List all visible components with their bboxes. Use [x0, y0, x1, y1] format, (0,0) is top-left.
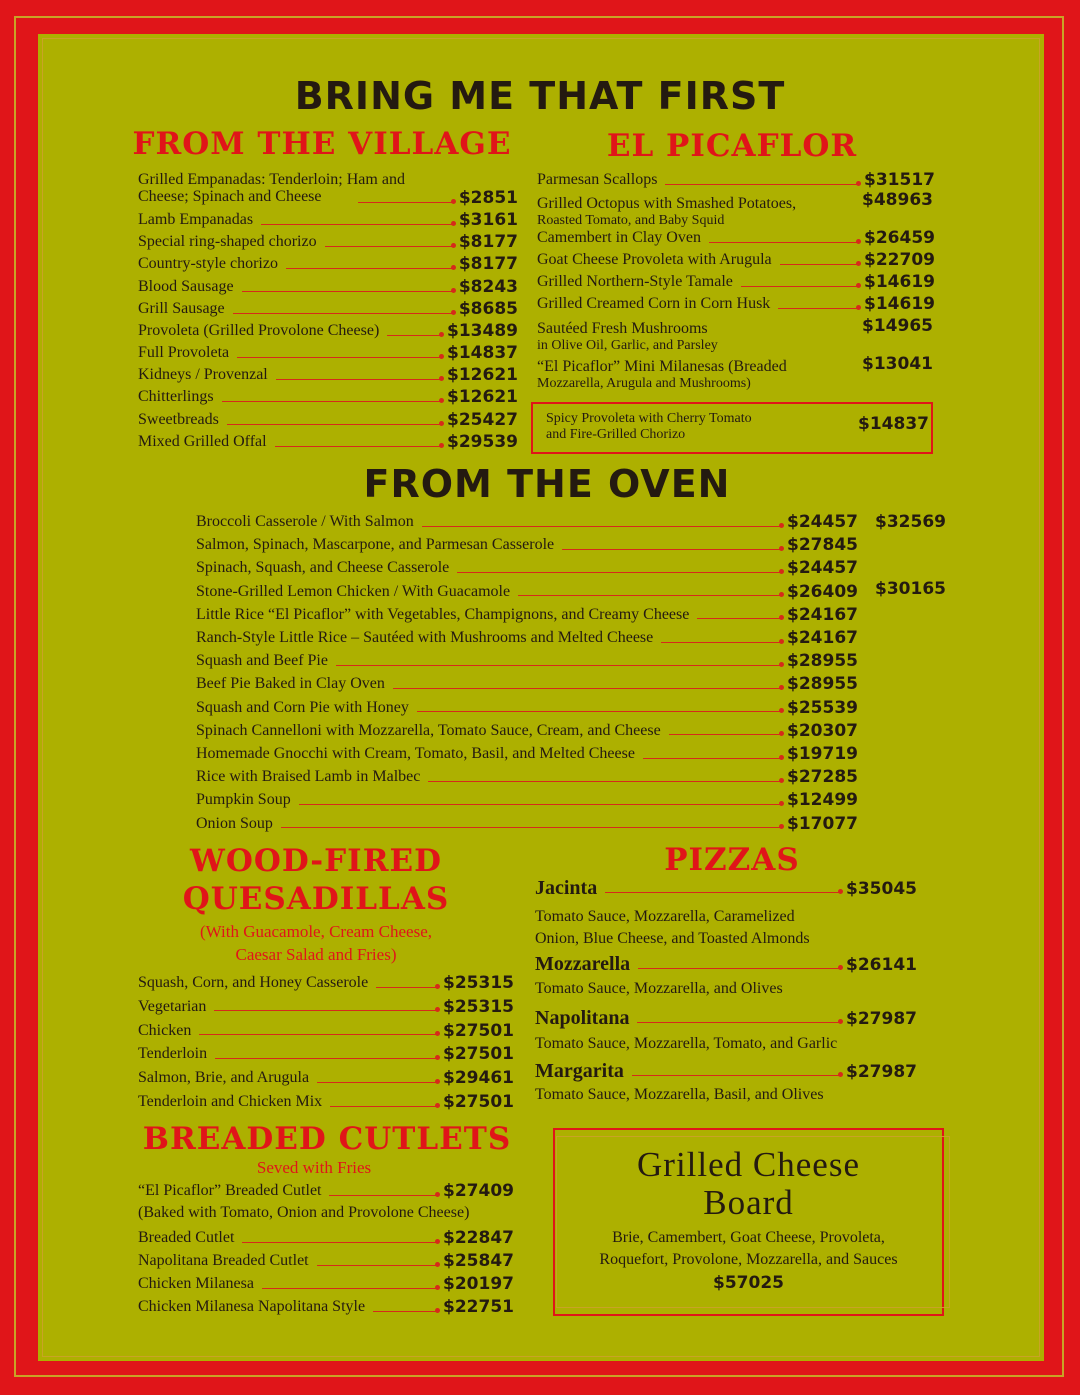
- cutlet-item-1-price: $22847: [443, 1228, 514, 1248]
- quesadilla-item-5-name: Tenderloin and Chicken Mix: [138, 1093, 323, 1110]
- oven-item-11-name: Rice with Braised Lamb in Malbec: [196, 768, 421, 786]
- cutlet-item-3-price: $20197: [443, 1274, 514, 1294]
- quesadilla-item-0-name: Squash, Corn, and Honey Casserole: [138, 974, 369, 991]
- village-item-7-name: Full Provoleta: [138, 344, 230, 361]
- cheese-board-description: Brie, Camembert, Goat Cheese, Provoleta, Roquefort, Provolone, Mozzarella, and Sauces: [599, 1229, 898, 1268]
- quesadilla-item-4-name: Salmon, Brie, and Arugula: [138, 1069, 310, 1087]
- village-item-6: [138, 321, 518, 341]
- leader-line: [242, 1242, 437, 1243]
- cutlet-item-2-name: Napolitana Breaded Cutlet: [138, 1252, 309, 1269]
- village-title: FROM THE VILLAGE: [132, 126, 512, 162]
- leader-line: [317, 1082, 437, 1083]
- oven-item-12-price: $12499: [787, 790, 858, 811]
- village-item-7: [138, 343, 518, 363]
- leader-line: [697, 618, 781, 619]
- picaflor-item-8-name: Spicy Provoleta with Cherry Tomato and Fire-Grilled Chorizo: [546, 411, 752, 442]
- leader-line: [330, 1106, 437, 1107]
- quesadilla-item-4: [138, 1068, 514, 1088]
- leader-line: [281, 827, 781, 828]
- leader-line: [237, 357, 441, 358]
- leader-line: [222, 401, 441, 402]
- village-item-11: [138, 432, 518, 452]
- quesadilla-item-0-price: $25315: [443, 973, 514, 993]
- oven-item-5: [196, 628, 858, 648]
- cutlet-item-0: “El Picaflor” Breaded Cutlet $27409: [138, 1181, 514, 1201]
- village-item-8: [138, 365, 518, 385]
- cutlet-item-4-name: Chicken Milanesa Napolitana Style: [138, 1298, 366, 1315]
- leader-line: [262, 1288, 437, 1289]
- village-item-10-name: Sweetbreads: [138, 411, 219, 428]
- village-item-4-price: $8243: [458, 277, 518, 297]
- cutlet-item-2: [138, 1251, 514, 1271]
- quesadillas-title-line1: WOOD-FIRED: [190, 843, 442, 879]
- picaflor-item-0: Parmesan Scallops $31517: [537, 170, 935, 190]
- village-item-2-name: Special ring-shaped chorizo: [138, 233, 317, 250]
- picaflor-item-4: Grilled Northern-Style Tamale $14619: [537, 272, 935, 292]
- village-item-3-price: $8177: [458, 254, 518, 274]
- oven-item-2: [196, 558, 858, 578]
- quesadilla-item-4-price: $29461: [443, 1068, 514, 1089]
- oven-item-11-price: $27285: [787, 767, 858, 788]
- oven-item-12: [196, 790, 858, 810]
- oven-item-10-price: $19719: [787, 744, 858, 764]
- quesadilla-item-2-price: $27501: [443, 1020, 514, 1041]
- village-item-8-name: Kidneys / Provenzal: [138, 366, 268, 383]
- cutlet-item-3-name: Chicken Milanesa: [138, 1275, 254, 1292]
- village-item-9-name: Chitterlings: [138, 388, 214, 405]
- oven-item-0-price: $24457: [787, 512, 858, 532]
- picaflor-item-7-price: $13041: [862, 354, 933, 374]
- village-item-5-price: $8685: [458, 299, 518, 319]
- oven-item-10: [196, 744, 858, 764]
- oven-item-2-name: Spinach, Squash, and Cheese Casserole: [196, 559, 450, 577]
- cheese-board-title: Grilled Cheese Board: [637, 1145, 860, 1222]
- picaflor-item-7-name: “El Picaflor” Mini Milanesas (Breaded Mozzarella, Arugula and Mushrooms): [537, 358, 787, 391]
- cutlet-item-1-name: Breaded Cutlet: [138, 1229, 235, 1246]
- oven-item-1-name: Salmon, Spinach, Mascarpone, and Parmesan Casserole: [196, 536, 555, 554]
- oven-item-0: [196, 512, 858, 532]
- cutlet-item-4-price: $22751: [443, 1297, 514, 1317]
- leader-line: [518, 595, 781, 596]
- village-item-9: [138, 387, 518, 407]
- leader-line: [317, 1265, 437, 1266]
- leader-line: [199, 1034, 437, 1035]
- village-item-2-price: $8177: [458, 232, 518, 252]
- village-item-8-price: $12621: [447, 365, 518, 385]
- leader-line: [286, 268, 453, 269]
- oven-item-8-name: Squash and Corn Pie with Honey: [196, 698, 409, 716]
- leader-line: [276, 379, 441, 380]
- quesadillas-subtitle: (With Guacamole, Cream Cheese, Caesar Salad and Fries): [199, 922, 433, 964]
- leader-line: [215, 1058, 437, 1059]
- oven-item-0-name: Broccoli Casserole / With Salmon: [196, 513, 414, 530]
- oven-item-10-name: Homemade Gnocchi with Cream, Tomato, Basil, and Melted Cheese: [196, 745, 635, 762]
- quesadilla-item-1-price: $25315: [443, 996, 514, 1017]
- oven-item-5-name: Ranch-Style Little Rice – Sautéed with Mushrooms and Melted Cheese: [196, 629, 654, 646]
- pizza-item-0-desc: Tomato Sauce, Mozzarella, Caramelized Onion, Blue Cheese, and Toasted Almonds: [535, 908, 810, 947]
- cutlets-title: BREADED CUTLETS: [142, 1121, 512, 1157]
- oven-item-3: [196, 582, 858, 602]
- village-item-1-price: $3161: [458, 210, 518, 230]
- village-item-4: [138, 277, 518, 297]
- oven-item-9-name: Spinach Cannelloni with Mozzarella, Tomato Sauce, Cream, and Cheese: [196, 721, 661, 739]
- village-item-1: [138, 210, 518, 230]
- village-item-10-price: $25427: [447, 410, 518, 430]
- leader-line: [661, 642, 781, 643]
- leader-line: [422, 526, 781, 527]
- menu-title: BRING ME THAT FIRST: [294, 74, 786, 118]
- leader-line: [417, 711, 781, 712]
- cutlet-item-4: [138, 1297, 514, 1317]
- oven-item-5-price: $24167: [787, 628, 858, 648]
- quesadilla-item-2: [138, 1021, 514, 1041]
- cheese-board-price: $57025: [713, 1273, 784, 1293]
- quesadilla-item-3-price: $27501: [443, 1044, 514, 1065]
- oven-item-9-price: $20307: [787, 720, 858, 741]
- quesadilla-item-3: [138, 1044, 514, 1064]
- village-item-4-name: Blood Sausage: [138, 278, 234, 295]
- picaflor-item-3: Goat Cheese Provoleta with Arugula $22709: [537, 250, 935, 270]
- oven-item-8: [196, 698, 858, 718]
- oven-item-13-name: Onion Soup: [196, 814, 273, 832]
- oven-item-4: [196, 605, 858, 625]
- leader-line: [261, 224, 453, 225]
- oven-item-0-price2: $32569: [875, 512, 946, 532]
- quesadilla-item-5-price: $27501: [443, 1092, 514, 1112]
- leader-line: [325, 246, 453, 247]
- oven-item-3-price2: $30165: [875, 579, 946, 599]
- village-item-11-price: $29539: [447, 432, 518, 452]
- village-item-5: [138, 299, 518, 319]
- cutlet-item-1: [138, 1228, 514, 1248]
- oven-item-13: [196, 814, 858, 834]
- picaflor-item-1-name: Grilled Octopus with Smashed Potatoes, Roasted Tomato, and Baby Squid: [537, 195, 797, 228]
- cutlet-item-0-detail: (Baked with Tomato, Onion and Provolone Cheese): [138, 1204, 470, 1221]
- oven-item-6-price: $28955: [787, 651, 858, 672]
- picaflor-item-6-name: Sautéed Fresh Mushrooms in Olive Oil, Garlic, and Parsley: [537, 320, 718, 353]
- village-item-9-price: $12621: [447, 387, 518, 407]
- village-item-3: [138, 254, 518, 274]
- leader-line: [227, 424, 441, 425]
- picaflor-item-6-price: $14965: [862, 316, 933, 336]
- village-item-3-name: Country-style chorizo: [138, 255, 278, 272]
- oven-item-9: [196, 721, 858, 741]
- oven-item-11: [196, 767, 858, 787]
- oven-item-4-price: $24167: [787, 604, 858, 625]
- oven-item-6-name: Squash and Beef Pie: [196, 652, 328, 670]
- quesadilla-item-5: [138, 1092, 514, 1112]
- oven-item-2-price: $24457: [787, 558, 858, 579]
- leader-line: [387, 335, 441, 336]
- leader-line: [242, 291, 453, 292]
- leader-line: [299, 804, 781, 805]
- leader-line: [214, 1010, 437, 1011]
- quesadillas-title-line2: QUESADILLAS: [182, 881, 450, 917]
- village-item-11-name: Mixed Grilled Offal: [138, 433, 267, 450]
- oven-item-1-price: $27845: [787, 535, 858, 556]
- oven-item-7: [196, 674, 858, 694]
- leader-line: [373, 1311, 437, 1312]
- leader-line: [275, 446, 441, 447]
- pizza-item-3-desc: Tomato Sauce, Mozzarella, Basil, and Olives: [535, 1086, 824, 1103]
- oven-item-3-price: $26409: [787, 581, 858, 602]
- leader-line: [336, 665, 781, 666]
- quesadilla-item-2-name: Chicken: [138, 1021, 192, 1039]
- oven-title: FROM THE OVEN: [363, 462, 731, 506]
- pizzas-title: PIZZAS: [664, 842, 800, 878]
- cutlet-item-3: [138, 1274, 514, 1294]
- leader-line: [457, 572, 781, 573]
- village-item-6-name: Provoleta (Grilled Provolone Cheese): [138, 322, 380, 339]
- village-item-10: [138, 410, 518, 430]
- pizza-item-3: Margarita $27987: [535, 1060, 917, 1082]
- oven-item-1: [196, 535, 858, 555]
- quesadilla-item-1-name: Vegetarian: [138, 997, 207, 1015]
- picaflor-item-1-price: $48963: [862, 190, 933, 210]
- cutlets-subtitle: Seved with Fries: [256, 1158, 372, 1177]
- leader-line: [376, 987, 437, 988]
- quesadilla-item-1: [138, 997, 514, 1017]
- oven-item-7-name: Beef Pie Baked in Clay Oven: [196, 675, 385, 693]
- picaflor-item-8-price: $14837: [858, 414, 929, 434]
- picaflor-item-2: Camembert in Clay Oven $26459: [537, 228, 935, 248]
- village-item-2: [138, 232, 518, 252]
- pizza-item-2: Napolitana $27987: [535, 1007, 917, 1029]
- cutlet-item-2-price: $25847: [443, 1251, 514, 1271]
- village-item-6-price: $13489: [447, 321, 518, 341]
- leader-line: [428, 781, 781, 782]
- village-item-5-name: Grill Sausage: [138, 300, 225, 317]
- oven-item-12-name: Pumpkin Soup: [196, 791, 291, 809]
- leader-line: [669, 734, 781, 735]
- pizza-item-0: Jacinta $35045: [535, 877, 917, 899]
- oven-item-8-price: $25539: [787, 697, 858, 718]
- leader-line: [233, 313, 453, 314]
- oven-item-7-price: $28955: [787, 674, 858, 695]
- leader-line: [643, 758, 781, 759]
- oven-item-3-name: Stone-Grilled Lemon Chicken / With Guacamole: [196, 582, 511, 600]
- oven-item-4-name: Little Rice “El Picaflor” with Vegetables, Champignons, and Creamy Cheese: [196, 605, 690, 623]
- pizza-item-1: Mozzarella $26141: [535, 953, 917, 975]
- village-item-7-price: $14837: [447, 343, 518, 363]
- leader-line: [393, 688, 781, 689]
- village-item-0-name: Grilled Empanadas: Tenderloin; Ham and Cheese; Spinach and Cheese: [138, 171, 405, 205]
- picaflor-item-5: Grilled Creamed Corn in Corn Husk $14619: [537, 294, 935, 314]
- village-item-0-price: $2851: [458, 188, 518, 208]
- quesadilla-item-0: [138, 973, 514, 993]
- oven-item-13-price: $17077: [787, 813, 858, 834]
- quesadilla-item-3-name: Tenderloin: [138, 1045, 208, 1063]
- pizza-item-1-desc: Tomato Sauce, Mozzarella, and Olives: [535, 980, 783, 997]
- picaflor-title: EL PICAFLOR: [606, 128, 858, 164]
- leader-line: [562, 549, 781, 550]
- village-item-1-name: Lamb Empanadas: [138, 211, 254, 228]
- oven-item-6: [196, 651, 858, 671]
- pizza-item-2-desc: Tomato Sauce, Mozzarella, Tomato, and Garlic: [535, 1035, 838, 1052]
- village-item-0: [350, 188, 518, 208]
